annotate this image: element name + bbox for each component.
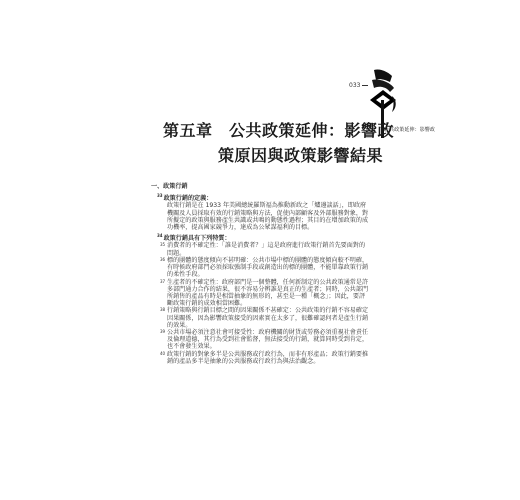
subsection-heading bbox=[157, 192, 369, 202]
list-item bbox=[160, 328, 369, 351]
list-item bbox=[160, 242, 369, 257]
subsection-heading-text: 政策行銷具有下列特質： bbox=[163, 235, 231, 243]
list-item bbox=[160, 278, 369, 308]
footnote-marker: 34 bbox=[157, 233, 163, 239]
footnote-marker: 39 bbox=[160, 328, 166, 334]
list-item-text: 公共市場必須注意社會可接受性：政府機關的財貨或勞務必須重視社會責任及倫理道德，其行為受到社會監督，無法接受的行銷，就算同時受到肯定，也不會發生效果。 bbox=[167, 328, 369, 351]
subsection-traits bbox=[151, 232, 369, 365]
list-item bbox=[160, 350, 369, 365]
section-heading: 一、政策行銷 bbox=[151, 183, 188, 190]
list-item bbox=[160, 307, 369, 329]
list-item-text: 消費者的不確定性：「誰是消費者？」這是政府進行政策行銷首先要面對的問題。 bbox=[167, 242, 366, 257]
footnote-marker: 35 bbox=[160, 242, 166, 248]
running-header: 公共政策延伸：影響政 bbox=[384, 127, 436, 133]
footnote-marker: 33 bbox=[157, 193, 163, 199]
footnote-marker: 37 bbox=[160, 278, 166, 284]
list-item-text: 政策行銷的對象多半是公共服務或行政行為，而非有形產品；政策行銷要推銷的產品多半是抽象的公共服務或行政行為與法治觀念。 bbox=[167, 350, 369, 365]
page-number: 033 bbox=[349, 82, 361, 89]
subsection-heading bbox=[157, 232, 369, 242]
chapter-body bbox=[151, 183, 369, 366]
list-item-text: 標的團體的態度傾向不甚明確：公共市場中標的團體的態度傾向較不明確，有時候政府部門必須採取強制手段或創造出的標的團體，不能單靠政策行銷的柔性手段。 bbox=[167, 256, 369, 279]
subsection-definition bbox=[151, 192, 369, 231]
list-item bbox=[160, 256, 369, 279]
subsection-heading-text: 政策行銷的定義： bbox=[163, 195, 213, 203]
paragraph: 政策行銷是在 1933 年美國總統羅斯福為推動新政之「爐邊談話」，即政府機關及人員採取有效的行銷策略與方法，促使內部顧客及外部服務對象，對所擬定的政策與服務產生共識或共鳴的動態性過程；其目的在增加政策的成功機率，提高國家競爭力，達成為公眾謀福利的目標。 bbox=[167, 202, 369, 232]
list-item-text: 生產者的不確定性：政府部門是一個整體，任何新制定的公共政策通常是許多部門通力合作的結果，很不容易分辨誰是真正的生產者；同時，公共部門所銷售的產品有時是相當抽象的無形的，甚至是一種「概念」；因此，要評斷政策行銷的成效相當困難。 bbox=[167, 278, 369, 308]
footnote-marker: 38 bbox=[160, 307, 166, 313]
chapter-title-line1: 第五章 公共政策延伸：影響政 bbox=[163, 121, 395, 140]
chapter-title-line2: 策原因與政策影響結果 bbox=[218, 146, 384, 165]
footnote-marker: 36 bbox=[160, 256, 166, 262]
list-item-text: 行銷策略與行銷目標之間的因果關係不甚確定：公共政策的行銷不容易確定因果關係，因為影響政策接受的因素實在太多了，很難確認何者是產生行銷的效果。 bbox=[167, 307, 369, 329]
footnote-marker: 40 bbox=[160, 350, 166, 356]
